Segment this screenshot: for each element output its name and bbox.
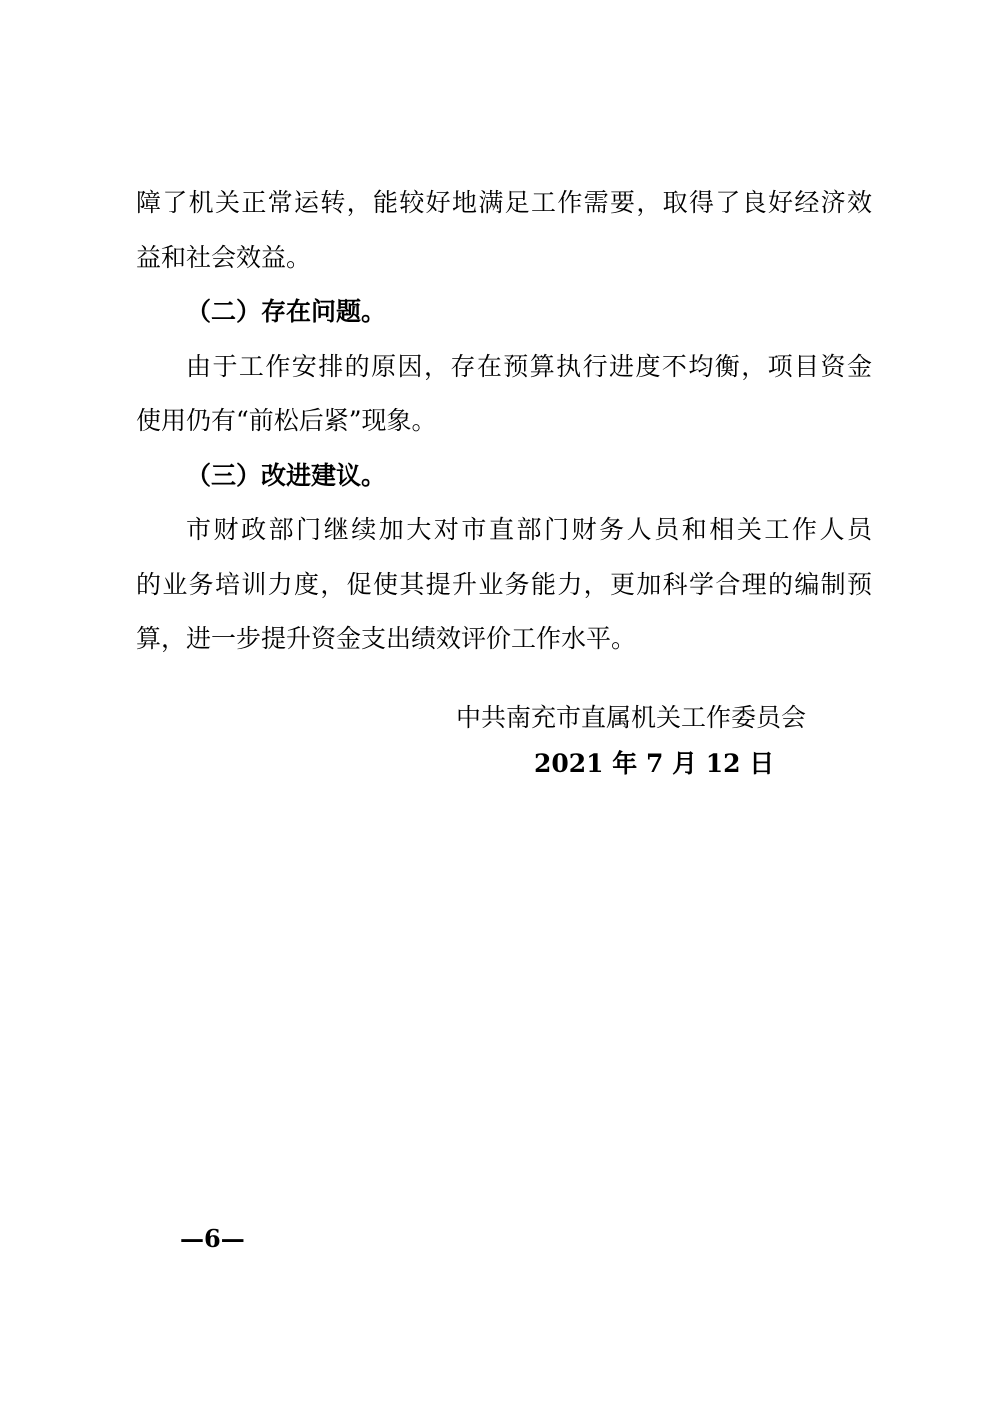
paragraph-text: 益和社会效益。 [136, 242, 312, 272]
paragraph-text: 障了机关正常运转，能较好地满足工作需要，取得了良好经济效 [136, 188, 872, 217]
signature-block [456, 695, 836, 787]
paragraph-text: 使用仍有“前松后紧”现象。 [136, 406, 437, 435]
paragraph-text: 的业务培训力度，促使其提升业务能力，更加科学合理的编制预 [136, 569, 872, 599]
signature-date: 2021 年 7 月 12 日 [534, 749, 775, 778]
section-heading-problems [136, 285, 872, 340]
paragraph-line [136, 340, 872, 395]
heading-text: （三）改进建议。 [186, 460, 387, 490]
paragraph-text: 算，进一步提升资金支出绩效评价工作水平。 [136, 624, 637, 653]
paragraph-line [136, 612, 872, 667]
paragraph-line [136, 394, 872, 449]
paragraph-line [136, 231, 872, 286]
section-heading-suggestions [136, 449, 872, 504]
heading-text: （二）存在问题。 [186, 297, 387, 326]
paragraph-line [136, 176, 872, 231]
paragraph-text: 市财政部门继续加大对市直部门财务人员和相关工作人员 [186, 515, 872, 544]
paragraph-text: 由于工作安排的原因，存在预算执行进度不均衡，项目资金 [186, 351, 872, 381]
paragraph-line [136, 558, 872, 613]
signature-organization: 中共南充市直属机关工作委员会 [456, 703, 807, 732]
page-number: —6— [180, 1224, 245, 1253]
document-body [136, 176, 872, 667]
paragraph-line [136, 503, 872, 558]
